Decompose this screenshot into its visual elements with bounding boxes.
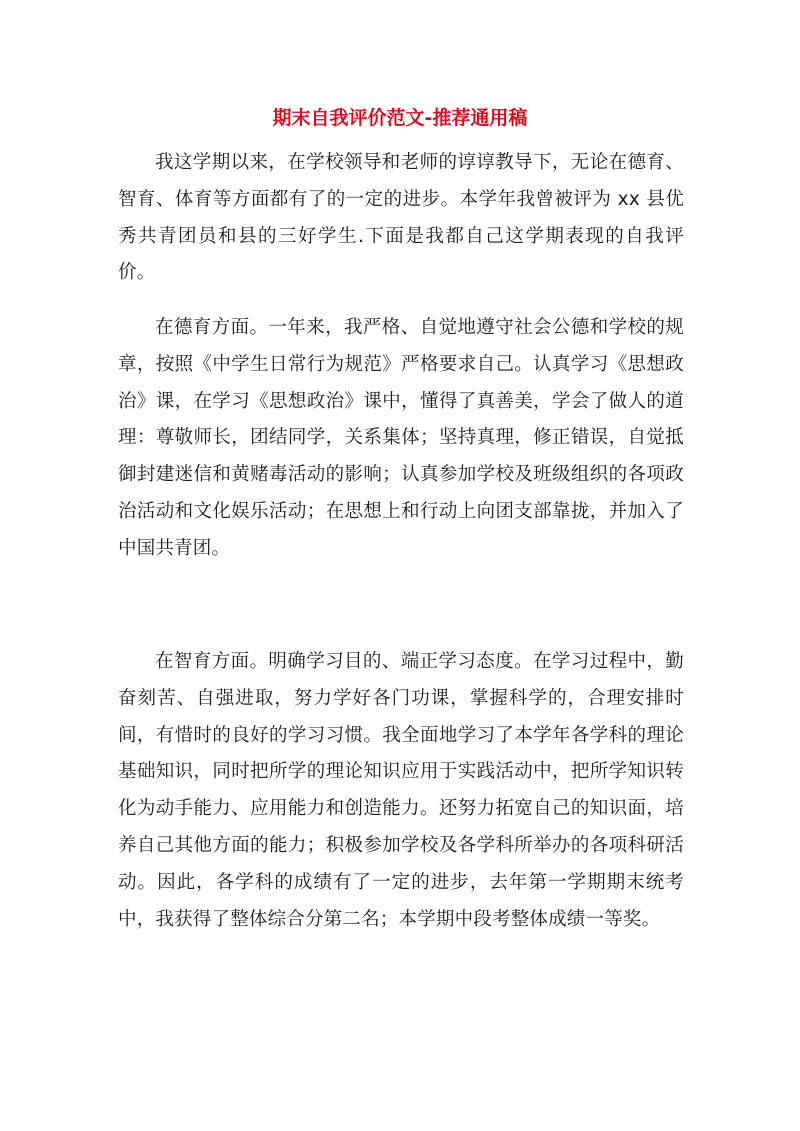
paragraph-moral-education: 在德育方面。一年来，我严格、自觉地遵守社会公德和学校的规章，按照《中学生日常行为规范》严格要求自己。认真学习《思想政治》课，在学习《思想政治》课中，懂得了真善美，学会了做人的道理：尊敬师长，团结同学，关系集体；坚持真理，修正错误，自觉抵御封建迷信和黄赌毒活动的影响；认真参加学校及班级组织的各项政治活动和文化娱乐活动；在思想上和行动上向团支部靠拢，并加入了中国共青团。 <box>118 317 684 559</box>
paragraph-intro: 我这学期以来，在学校领导和老师的谆谆教导下，无论在德育、智育、体育等方面都有了的一定的进步。本学年我曾被评为 xx 县优秀共青团员和县的三好学生.下面是我都自己这学期表现的自我评价。 <box>118 152 684 284</box>
paragraph-intellectual-education: 在智育方面。明确学习目的、端正学习态度。在学习过程中，勤奋刻苦、自强进取，努力学好各门功课，掌握科学的，合理安排时间，有惜时的良好的学习习惯。我全面地学习了本学年各学科的理论基础知识，同时把所学的理论知识应用于实践活动中，把所学知识转化为动手能力、应用能力和创造能力。还努力拓宽自己的知识面，培养自己其他方面的能力；积极参加学校及各学科所举办的各项科研活动。因此，各学科的成绩有了一定的进步，去年第一学期期末统考中，我获得了整体综合分第二名；本学期中段考整体成绩一等奖。 <box>118 651 684 930</box>
document-title: 期末自我评价范文-推荐通用稿 <box>272 107 528 129</box>
